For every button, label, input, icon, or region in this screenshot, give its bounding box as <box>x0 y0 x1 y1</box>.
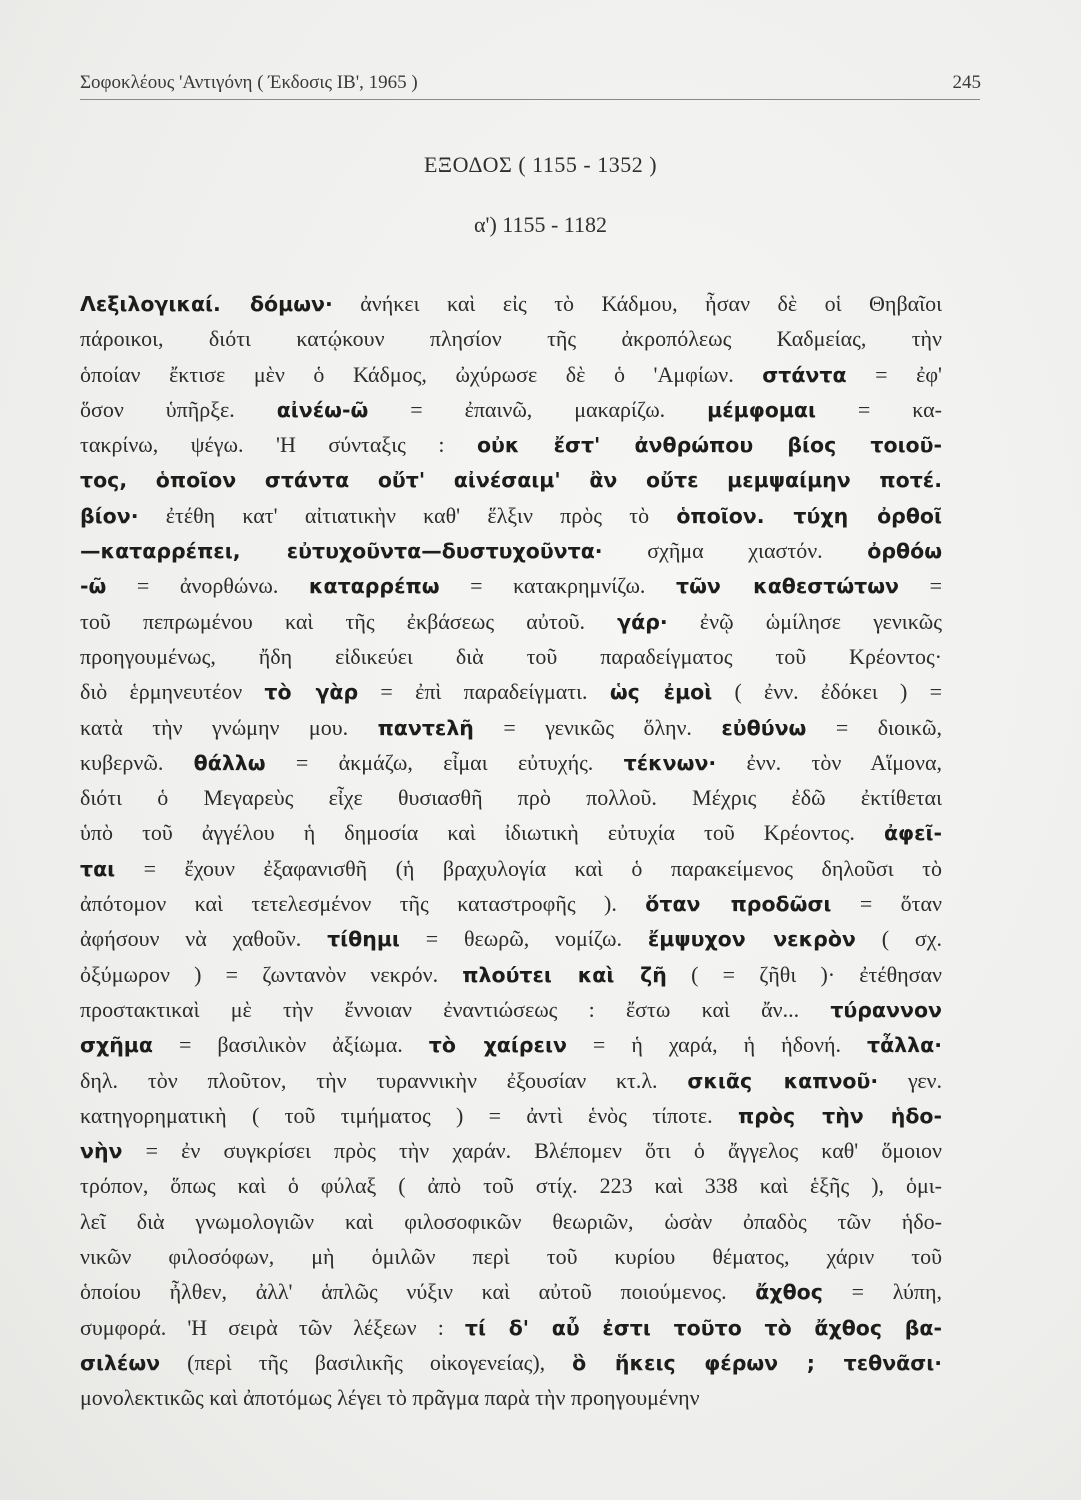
gloss-text: = βασιλικὸν ἀξίωμα. <box>152 1032 429 1058</box>
text-line <box>80 745 942 780</box>
gloss-text: κατὰ τὴν γνώμην μου. <box>80 714 378 740</box>
gloss-text: = <box>899 573 942 599</box>
gloss-text: = ἐπαινῶ, μακαρίζω. <box>368 396 708 422</box>
text-line <box>80 533 942 568</box>
gloss-text: ( = ζῆθι )· ἐτέθησαν <box>666 961 942 987</box>
text-line <box>80 498 942 533</box>
lemma-term: ἔμψυχον νεκρὸν <box>647 927 856 952</box>
text-line <box>80 1274 942 1309</box>
gloss-text: πάροικοι, διότι κατῴκουν πλησίον τῆς ἀκροπόλεως Καδμείας, τὴν <box>80 326 942 352</box>
text-line <box>80 1204 942 1239</box>
lemma-term: ται <box>80 856 116 881</box>
gloss-text: = διοικῶ, <box>806 714 942 740</box>
lemma-term: πρὸς τὴν ἡδο- <box>738 1103 943 1128</box>
text-line <box>80 674 942 709</box>
text-line <box>80 780 942 815</box>
gloss-text: = ἀνορθώνω. <box>106 573 309 599</box>
lemma-term: σχῆμα <box>80 1033 153 1058</box>
gloss-text: σχῆμα χιαστόν. <box>602 538 868 564</box>
gloss-text: κατηγορηματικὴ ( τοῦ τιμήματος ) = ἀντὶ ἑνὸς τίποτε. <box>80 1102 739 1128</box>
text-line <box>80 1027 942 1062</box>
lemma-term: τέκνων· <box>623 750 717 775</box>
text-line <box>80 1168 942 1203</box>
lemma-term: τἆλλα· <box>867 1033 942 1058</box>
gloss-text: = ἀκμάζω, εἶμαι εὐτυχής. <box>265 749 624 775</box>
running-head-title: Σοφοκλέους 'Αντιγόνη ( Έκδοσις ΙΒ', 1965 ) <box>80 72 418 93</box>
text-line <box>80 604 942 639</box>
text-line <box>80 815 942 850</box>
gloss-text: = γενικῶς ὅλην. <box>473 714 722 740</box>
lemma-term: εὐθύνω <box>721 715 807 740</box>
gloss-text: = λύπη, <box>822 1279 943 1305</box>
gloss-text: τακρίνω, ψέγω. 'Η σύνταξις : <box>80 432 477 458</box>
gloss-text: διὸ ἑρμηνευτέον <box>80 679 265 705</box>
text-line <box>80 427 942 462</box>
gloss-text: διότι ὁ Μεγαρεὺς εἶχε θυσιασθῆ πρὸ πολλοῦ. Μέχρις ἐδῶ ἐκτίθεται <box>80 785 942 811</box>
lemma-term: αἰνέω-ῶ <box>276 397 369 422</box>
gloss-text: τοῦ πεπρωμένου καὶ τῆς ἐκβάσεως αὐτοῦ. <box>80 608 618 634</box>
sub-section-title: α') 1155 - 1182 <box>473 212 607 237</box>
lemma-term: σιλέων <box>80 1350 161 1375</box>
gloss-text: ἐνν. τὸν Αἵμονα, <box>716 749 942 775</box>
gloss-text: ὁποίου ἦλθεν, ἀλλ' ἁπλῶς νύξιν καὶ αὐτοῦ ποιούμενος. <box>80 1279 756 1305</box>
gloss-text: ὑπὸ τοῦ ἀγγέλου ἡ δημοσία καὶ ἰδιωτικὴ εὐτυχία τοῦ Κρέοντος. <box>80 820 884 846</box>
section-title: ΕΞΟΔΟΣ ( 1155 - 1352 ) <box>423 152 658 177</box>
gloss-text: νικῶν φιλοσόφων, μὴ ὁμιλῶν περὶ τοῦ κυρίου θέματος, χάριν τοῦ <box>80 1244 942 1270</box>
header-rule <box>80 99 980 100</box>
lemma-term: παντελῆ <box>377 715 474 740</box>
lemma-term: ὅταν προδῶσι <box>645 892 832 917</box>
gloss-text: ἐτέθη κατ' αἰτιατικὴν καθ' ἕλξιν πρὸς τὸ <box>138 502 677 528</box>
gloss-text: ὀξύμωρον ) = ζωντανὸν νεκρόν. <box>80 961 463 987</box>
text-line <box>80 1345 942 1380</box>
text-line <box>80 992 942 1027</box>
lemma-term: σκιᾶς καπνοῦ· <box>687 1068 879 1093</box>
lemma-term: νὴν <box>80 1139 123 1164</box>
lemma-term: ὡς ἐμοὶ <box>609 680 713 705</box>
gloss-text: ἀφήσουν νὰ χαθοῦν. <box>80 926 328 952</box>
gloss-text: = θεωρῶ, νομίζω. <box>399 926 648 952</box>
text-line <box>80 639 942 674</box>
lemma-term: μέμφομαι <box>707 397 816 422</box>
lemma-term: ὃ ἥκεις φέρων ; τεθνᾶσι· <box>572 1350 942 1375</box>
gloss-text: = ὅταν <box>831 891 942 917</box>
gloss-text: μονολεκτικῶς καὶ ἀποτόμως λέγει τὸ πρᾶγμα παρὰ τὴν προηγουμένην <box>80 1385 700 1411</box>
lemma-term: τος, ὁποῖον στάντα οὔτ' αἰνέσαιμ' ἂν οὔτε μεμψαίμην ποτέ. <box>80 468 942 493</box>
lemma-term: οὐκ ἔστ' ἀνθρώπου βίος τοιοῦ- <box>476 433 942 458</box>
lemma-term: Λεξιλογικαί. δόμων· <box>80 292 333 316</box>
text-line <box>80 357 942 392</box>
text-line <box>80 462 942 497</box>
gloss-text: δηλ. τὸν πλοῦτον, τὴν τυραννικὴν ἐξουσίαν κτ.λ. <box>80 1067 688 1093</box>
gloss-text: ἀπότομον καὶ τετελεσμένον τῆς καταστροφῆς ). <box>80 891 646 917</box>
text-line <box>80 392 942 427</box>
text-line <box>80 710 942 745</box>
text-line <box>80 1098 942 1133</box>
gloss-text: τρόπον, ὅπως καὶ ὁ φύλαξ ( ἀπὸ τοῦ στίχ. 223 καὶ 338 καὶ ἑξῆς ), ὁμι- <box>80 1173 942 1199</box>
text-line <box>80 568 942 603</box>
text-line <box>80 1133 942 1168</box>
lemma-term: τί δ' αὖ ἐστι τοῦτο τὸ ἄχθος βα- <box>464 1315 943 1340</box>
lemma-term: ὁποῖον. τύχη ὀρθοῖ <box>676 503 942 528</box>
gloss-text: ὁποίαν ἔκτισε μὲν ὁ Κάδμος, ὠχύρωσε δὲ ὁ 'Αμφίων. <box>80 361 763 387</box>
gloss-text: ὅσον ὑπῆρξε. <box>80 396 277 422</box>
lemma-term: τὸ χαίρειν <box>428 1033 567 1058</box>
gloss-text: = ἐπὶ παραδείγματι. <box>358 679 610 705</box>
text-line <box>80 1063 942 1098</box>
gloss-text: = κα- <box>815 396 943 422</box>
text-line <box>80 851 942 886</box>
commentary-body <box>80 286 942 1416</box>
lemma-term: γάρ· <box>617 609 668 634</box>
text-line <box>80 957 942 992</box>
text-line <box>80 1380 942 1415</box>
lemma-term: ὀρθόω <box>867 539 943 564</box>
running-head <box>80 68 981 100</box>
gloss-text: ( ἐνν. ἐδόκει ) = <box>712 679 943 705</box>
gloss-text: προηγουμένως, ἤδη εἰδικεύει διὰ τοῦ παραδείγματος τοῦ Κρέοντος· <box>80 643 942 669</box>
gloss-text: λεῖ διὰ γνωμολογιῶν καὶ φιλοσοφικῶν θεωριῶν, ὡσὰν ὀπαδὸς τῶν ἡδο- <box>80 1208 942 1234</box>
lemma-term: θάλλω <box>193 750 266 775</box>
text-line <box>80 321 942 356</box>
lemma-term: βίον· <box>80 503 139 528</box>
gloss-text: προστακτικαὶ μὲ τὴν ἔννοιαν ἐναντιώσεως : ἔστω καὶ ἄν... <box>80 996 831 1022</box>
text-line <box>80 1310 942 1345</box>
text-line <box>80 886 942 921</box>
lemma-term: τίθημι <box>327 927 400 952</box>
gloss-text: ( σχ. <box>855 926 942 952</box>
lemma-term: ἀφεῖ- <box>883 821 942 846</box>
gloss-text: = ἐφ' <box>846 361 942 387</box>
gloss-text: συμφορά. 'Η σειρὰ τῶν λέξεων : <box>80 1314 465 1340</box>
text-line <box>80 286 942 321</box>
gloss-text: = ἐν συγκρίσει πρὸς τὴν χαράν. Βλέπομεν ὅτι ὁ ἄγγελος καθ' ὅμοιον <box>122 1138 942 1164</box>
gloss-text: (περὶ τῆς βασιλικῆς οἰκογενείας), <box>160 1349 573 1375</box>
gloss-text: ἐνῷ ὡμίλησε γενικῶς <box>667 608 942 634</box>
lemma-term: -ῶ <box>80 574 107 599</box>
lemma-term: τύραννον <box>830 997 942 1022</box>
gloss-text: γεν. <box>878 1067 943 1093</box>
gloss-text: = ἔχουν ἐξαφανισθῆ (ἡ βραχυλογία καὶ ὁ παρακείμενος δηλοῦσι τὸ <box>115 855 942 881</box>
page-number: 245 <box>952 72 981 93</box>
gloss-text: κυβερνῶ. <box>80 749 194 775</box>
lemma-term: —καταρρέπει, εὐτυχοῦντα—δυστυχοῦντα· <box>80 539 603 564</box>
gloss-text: = κατακρημνίζω. <box>439 573 677 599</box>
lemma-term: καταρρέπω <box>308 574 440 599</box>
gloss-text: ἀνήκει καὶ εἰς τὸ Κάδμου, ἦσαν δὲ οἱ Θηβαῖοι <box>332 291 942 316</box>
lemma-term: ἄχθος <box>755 1280 823 1305</box>
lemma-term: στάντα <box>762 362 847 387</box>
lemma-term: τῶν καθεστώτων <box>676 574 899 599</box>
text-line <box>80 921 942 956</box>
text-line <box>80 1239 942 1274</box>
gloss-text: = ἡ χαρά, ἡ ἡδονή. <box>566 1032 868 1058</box>
lemma-term: τὸ γὰρ <box>264 680 359 705</box>
lemma-term: πλούτει καὶ ζῆ <box>462 962 667 987</box>
